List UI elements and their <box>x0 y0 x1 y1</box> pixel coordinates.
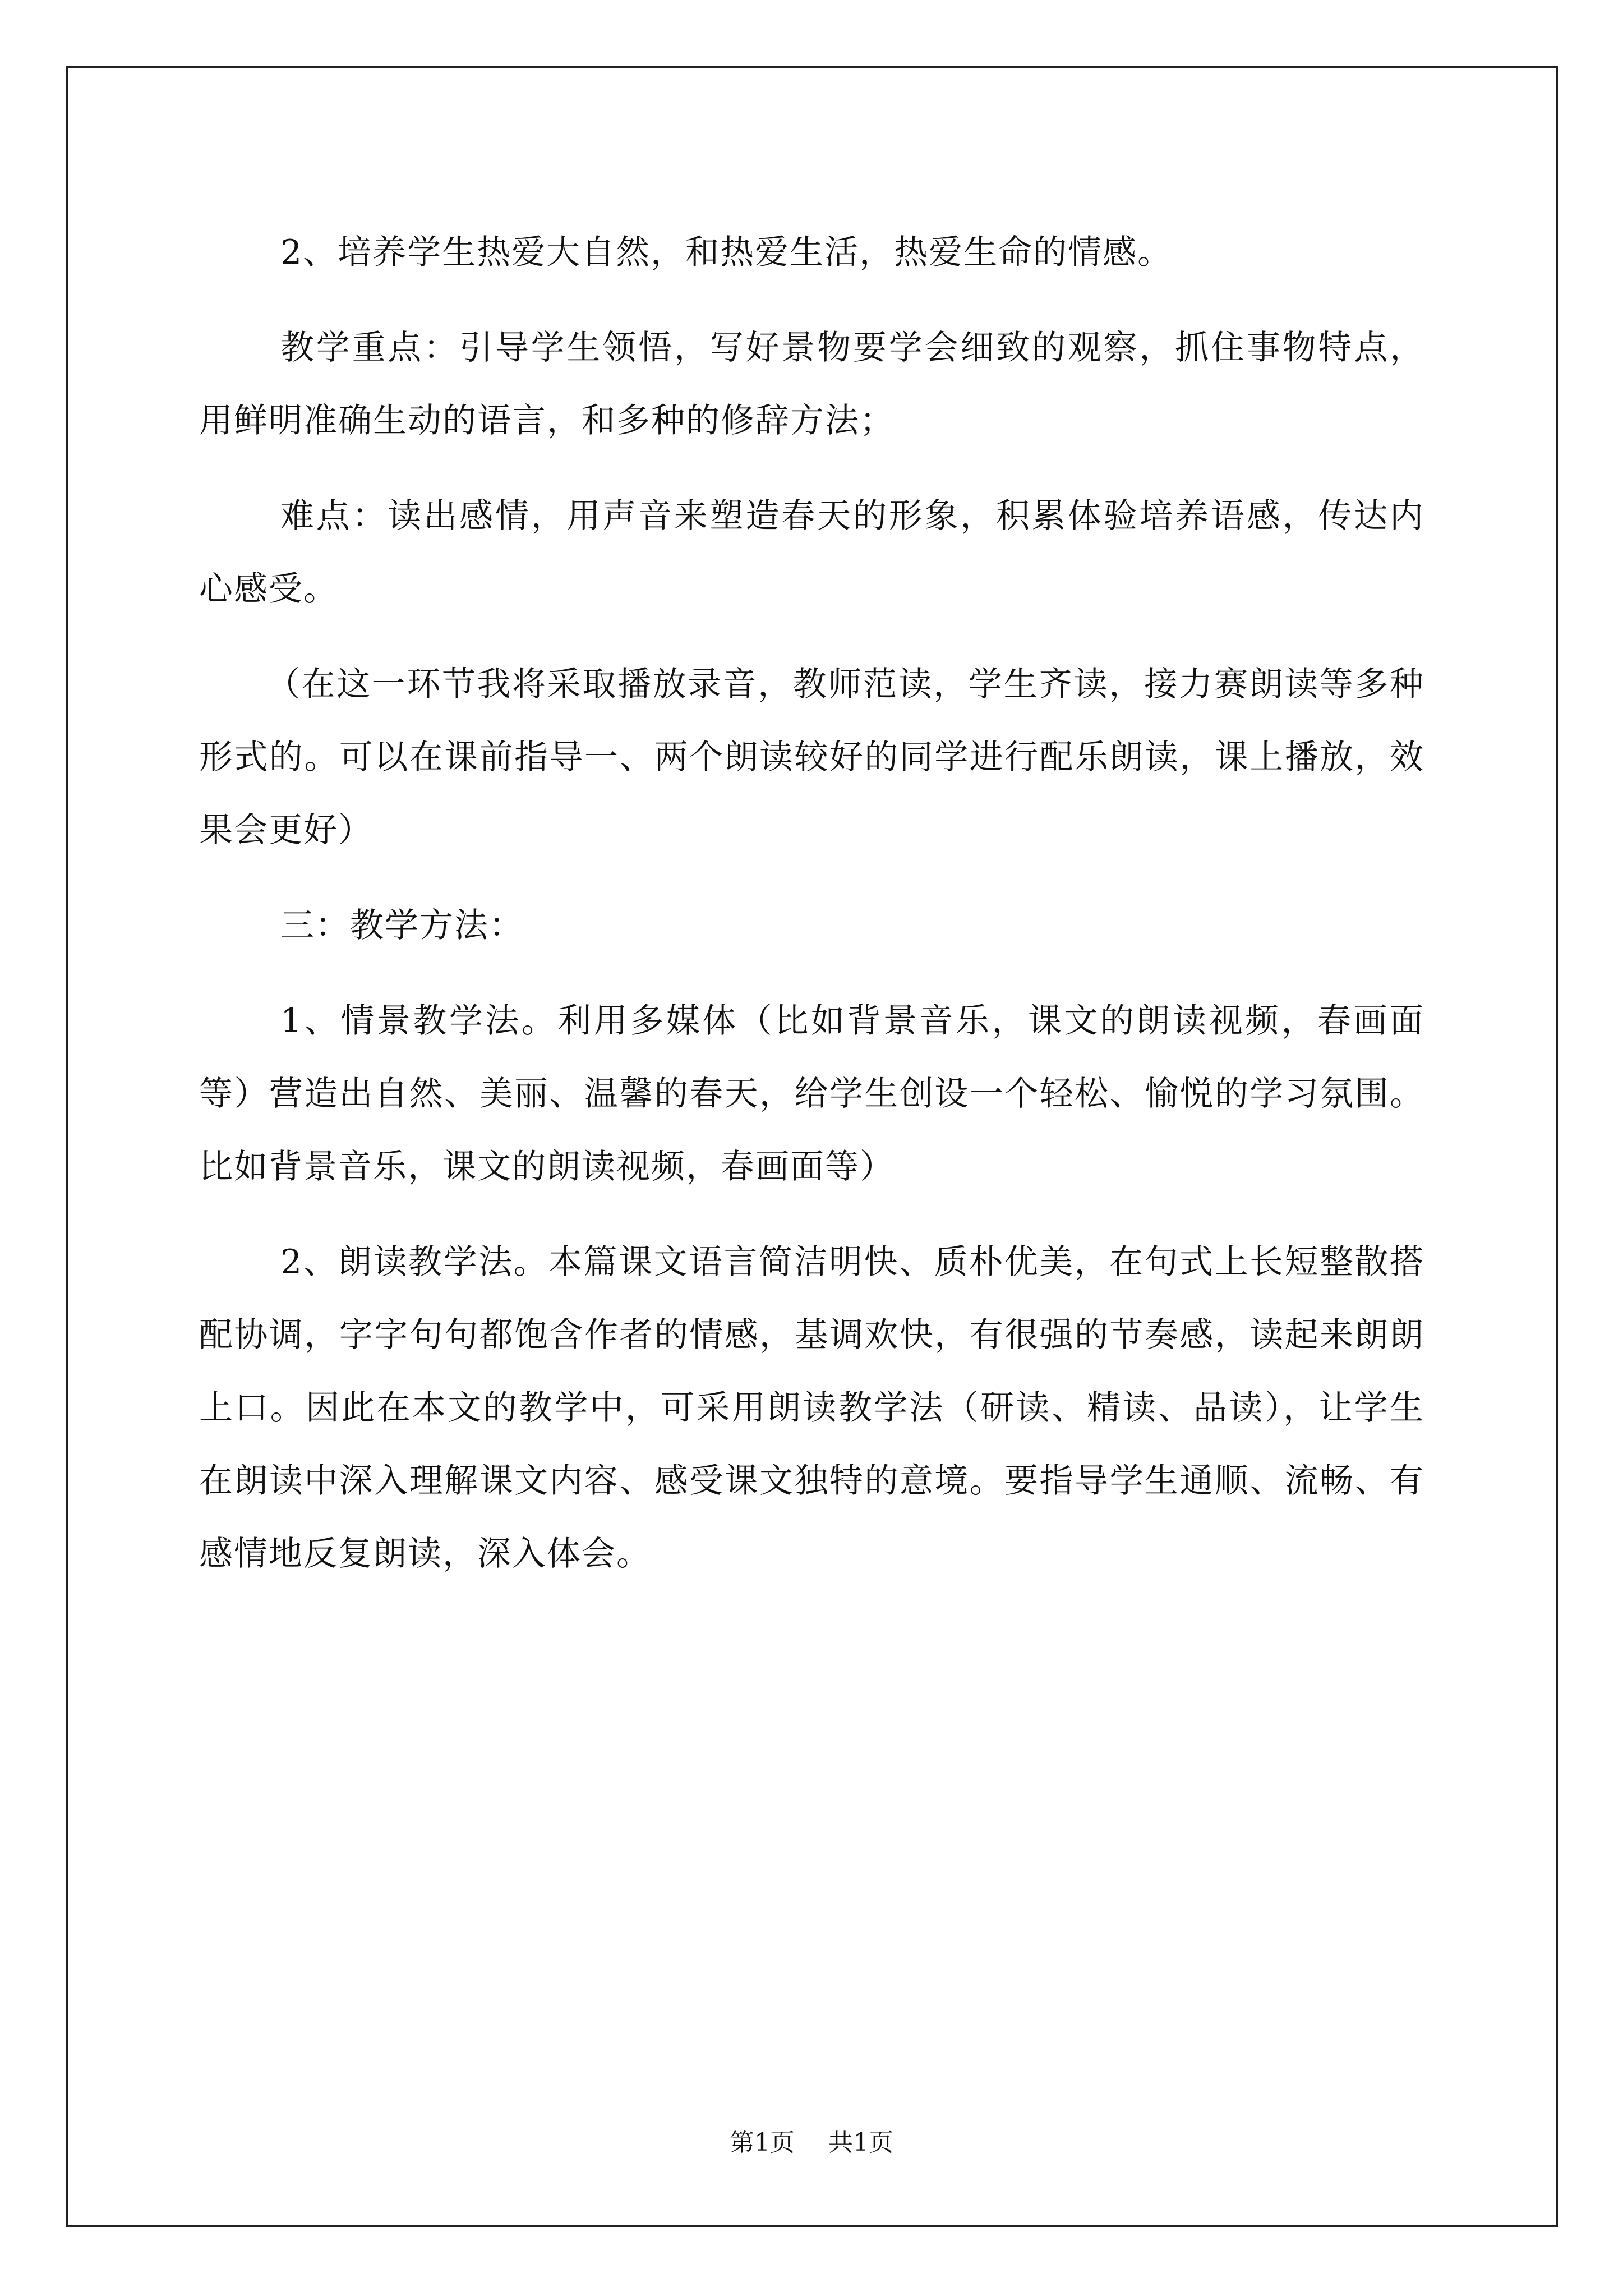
paragraph-goal-2: 2、培养学生热爱大自然，和热爱生活，热爱生命的情感。 <box>280 233 1173 272</box>
document-body <box>199 216 1424 1613</box>
paragraph-key-points: 教学重点：引导学生领悟，写好景物要学会细致的观察，抓住事物特点，用鲜明准确生动的语言，和多种的修辞方法； <box>199 328 1424 440</box>
page-footer <box>0 2126 1623 2160</box>
paragraph-reading-note: （在这一环节我将采取播放录音，教师范读，学生齐读，接力赛朗读等多种形式的。可以在课前指导一、两个朗读较好的同学进行配乐朗读，课上播放，效果会更好） <box>199 665 1424 850</box>
page-total: 共1页 <box>828 2128 893 2157</box>
page-number: 第1页 <box>730 2128 795 2157</box>
paragraph-difficulties: 难点：读出感情，用声音来塑造春天的形象，积累体验培养语感，传达内心感受。 <box>199 496 1424 609</box>
paragraph-method-1: 1、情景教学法。利用多媒体（比如背景音乐，课文的朗读视频，春画面等）营造出自然、美丽、温馨的春天，给学生创设一个轻松、愉悦的学习氛围。比如背景音乐，课文的朗读视频，春画面等） <box>199 1001 1424 1186</box>
paragraph-method-2: 2、朗读教学法。本篇课文语言简洁明快、质朴优美，在句式上长短整散搭配协调，字字句句都饱含作者的情感，基调欢快，有很强的节奏感，读起来朗朗上口。因此在本文的教学中，可采用朗读教学法（研读、精读、品读），让学生在朗读中深入理解课文内容、感受课文独特的意境。要指导学生通顺、流畅、有感情地反复朗读，深入体会。 <box>199 1243 1424 1573</box>
paragraph-methods-heading: 三：教学方法： <box>280 906 524 945</box>
